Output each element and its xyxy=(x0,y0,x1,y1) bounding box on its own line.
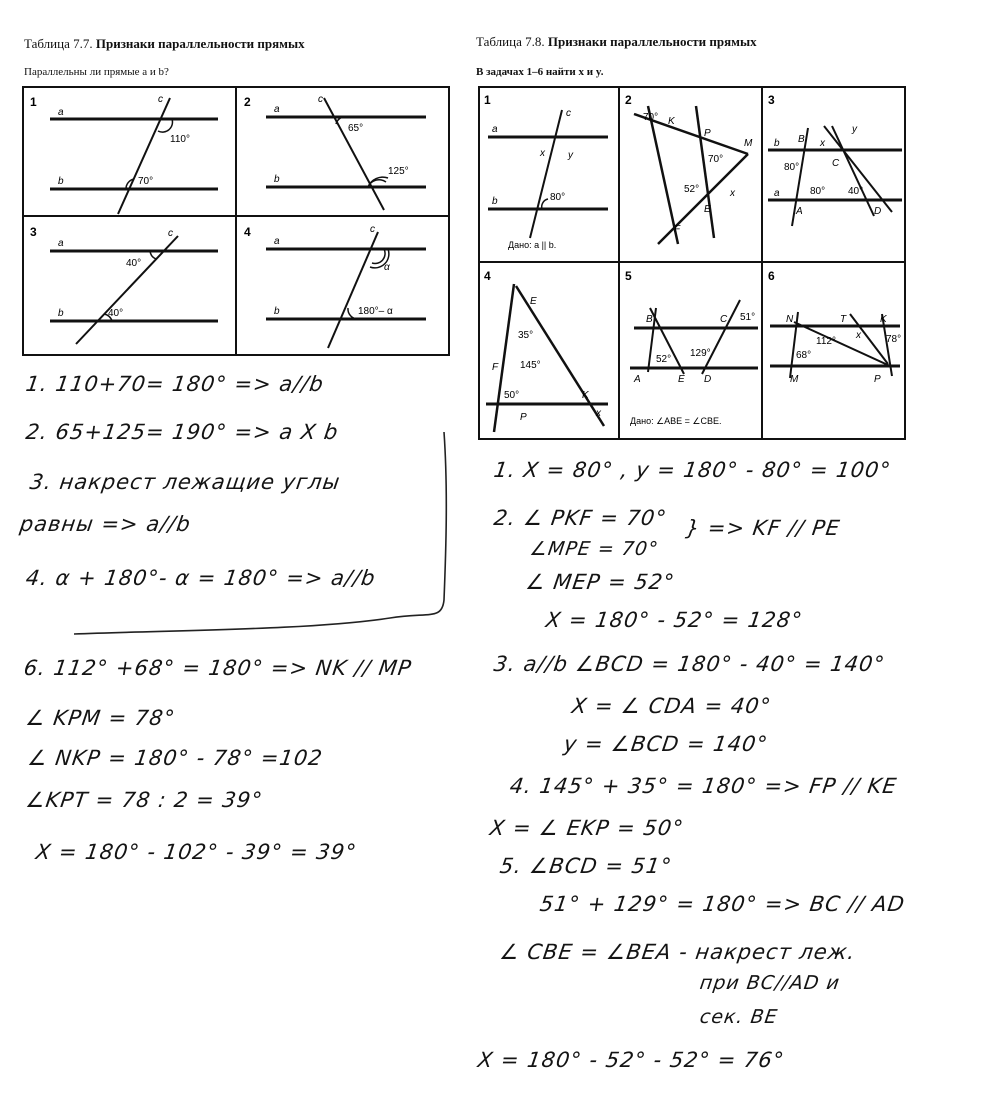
svg-text:50°: 50° xyxy=(504,390,520,401)
svg-text:c: c xyxy=(158,94,163,105)
hw-right-line-7: 3. a//b ∠BCD = 180° - 40° = 140° xyxy=(492,652,887,676)
svg-text:78°: 78° xyxy=(886,334,902,345)
svg-text:b: b xyxy=(58,176,64,187)
svg-text:P: P xyxy=(520,412,527,423)
svg-text:T: T xyxy=(840,314,847,325)
hw-right-line-11: X = ∠ EKP = 50° xyxy=(488,816,686,840)
svg-text:N: N xyxy=(786,314,794,325)
svg-text:b: b xyxy=(274,306,280,317)
right-cell-1 xyxy=(484,93,608,250)
left-table-number: Таблица 7.7. xyxy=(24,36,93,51)
svg-text:70°: 70° xyxy=(138,176,154,187)
svg-text:b: b xyxy=(774,138,780,149)
hw-left2-line-3: ∠ NKP = 180° - 78° =102 xyxy=(26,746,325,770)
svg-text:4: 4 xyxy=(484,269,491,283)
svg-text:A: A xyxy=(634,374,641,385)
hw-right-line-15: при BC//AD и xyxy=(698,972,842,994)
left-cell-1 xyxy=(30,94,218,214)
cell-number: 1 xyxy=(30,95,37,109)
svg-text:D: D xyxy=(704,374,712,385)
svg-text:E: E xyxy=(678,374,685,385)
right-table-task: В задачах 1–6 найти x и y. xyxy=(476,66,604,78)
svg-text:3: 3 xyxy=(30,225,37,239)
svg-text:E: E xyxy=(704,204,711,215)
svg-text:2: 2 xyxy=(244,95,251,109)
svg-text:y: y xyxy=(568,150,573,161)
right-table-grid xyxy=(478,86,906,442)
svg-text:180°– α: 180°– α xyxy=(358,306,393,317)
hw-bracket-curve xyxy=(60,430,460,640)
svg-text:Дано: a || b.: Дано: a || b. xyxy=(508,240,557,250)
svg-text:A: A xyxy=(796,206,803,217)
svg-text:K: K xyxy=(582,390,589,401)
svg-text:a: a xyxy=(774,188,780,199)
right-table-title xyxy=(476,34,757,50)
svg-text:D: D xyxy=(874,206,882,217)
hw-right-line-1: 1. X = 80° , y = 180° - 80° = 100° xyxy=(492,458,893,482)
svg-text:1: 1 xyxy=(484,93,491,107)
hw-left-line-4: равны => a//b xyxy=(18,512,193,536)
svg-text:110°: 110° xyxy=(170,134,190,145)
right-cell-3 xyxy=(768,93,902,226)
svg-text:125°: 125° xyxy=(388,166,409,177)
svg-text:52°: 52° xyxy=(656,354,672,365)
svg-text:80°: 80° xyxy=(810,186,826,197)
svg-text:a: a xyxy=(58,238,64,249)
svg-text:K: K xyxy=(668,116,675,127)
left-table-grid xyxy=(22,86,450,356)
right-cell-2 xyxy=(625,93,753,244)
svg-text:b: b xyxy=(274,174,280,185)
svg-text:E: E xyxy=(530,296,537,307)
svg-text:3: 3 xyxy=(768,93,775,107)
hw-left2-line-4: ∠KPT = 78 : 2 = 39° xyxy=(24,788,265,812)
svg-text:2: 2 xyxy=(625,93,632,107)
svg-text:B: B xyxy=(646,314,653,325)
svg-text:α: α xyxy=(384,262,390,273)
left-table-title xyxy=(24,36,305,52)
svg-text:a: a xyxy=(492,124,498,135)
hw-left-line-1: 1. 110+70= 180° => a//b xyxy=(24,372,326,396)
hw-right-line-12: 5. ∠BCD = 51° xyxy=(498,854,674,878)
svg-text:40°: 40° xyxy=(126,258,142,269)
hw-right-line-6: X = 180° - 52° = 128° xyxy=(544,608,805,632)
svg-text:35°: 35° xyxy=(518,330,534,341)
hw-right-line-9: y = ∠BCD = 140° xyxy=(562,732,770,756)
hw-right-line-5: ∠ MEP = 52° xyxy=(524,570,677,594)
svg-text:51°: 51° xyxy=(740,312,756,323)
right-table-number: Таблица 7.8. xyxy=(476,34,545,49)
hw-left-line-3: 3. накрест лежащие углы xyxy=(28,470,343,494)
svg-text:6: 6 xyxy=(768,269,775,283)
svg-text:70°: 70° xyxy=(643,112,659,123)
hw-left2-line-5: X = 180° - 102° - 39° = 39° xyxy=(34,840,359,864)
left-table-question: Параллельны ли прямые a и b? xyxy=(24,66,169,78)
hw-right-line-14: ∠ CBE = ∠BEA - накрест леж. xyxy=(498,940,858,964)
right-cell-5 xyxy=(625,269,758,426)
hw-left-line-2: 2. 65+125= 190° => a X b xyxy=(24,420,341,444)
svg-text:a: a xyxy=(58,107,64,118)
svg-text:a: a xyxy=(274,104,280,115)
svg-text:Дано: ∠ABE = ∠CBE.: Дано: ∠ABE = ∠CBE. xyxy=(630,416,722,426)
hw-left2-line-2: ∠ KPM = 78° xyxy=(24,706,177,730)
svg-text:B: B xyxy=(798,134,805,145)
svg-text:x: x xyxy=(730,188,735,199)
svg-text:M: M xyxy=(790,374,799,385)
svg-text:40°: 40° xyxy=(108,308,124,319)
hw-right-line-8: X = ∠ CDA = 40° xyxy=(570,694,773,718)
svg-text:80°: 80° xyxy=(784,162,800,173)
svg-text:x: x xyxy=(540,148,545,159)
svg-text:4: 4 xyxy=(244,225,251,239)
svg-text:M: M xyxy=(744,138,753,149)
hw-right-line-3: ∠MPE = 70° xyxy=(528,538,661,560)
right-cell-6 xyxy=(768,269,901,385)
right-table-heading: Признаки параллельности прямых xyxy=(547,34,757,49)
svg-text:68°: 68° xyxy=(796,350,812,361)
svg-text:112°: 112° xyxy=(816,336,836,347)
svg-text:x: x xyxy=(596,408,601,419)
right-cell-4 xyxy=(484,269,608,432)
hw-right-line-4: } => KF // PE xyxy=(684,516,842,540)
svg-text:c: c xyxy=(370,224,375,235)
svg-text:129°: 129° xyxy=(690,348,711,359)
svg-text:c: c xyxy=(566,108,571,119)
svg-text:b: b xyxy=(492,196,498,207)
svg-text:P: P xyxy=(704,128,711,139)
svg-text:C: C xyxy=(720,314,728,325)
svg-text:70°: 70° xyxy=(708,154,724,165)
svg-text:x: x xyxy=(856,330,861,341)
svg-text:y: y xyxy=(852,124,857,135)
hw-right-line-17: X = 180° - 52° - 52° = 76° xyxy=(476,1048,787,1072)
svg-text:P: P xyxy=(874,374,881,385)
svg-text:x: x xyxy=(820,138,825,149)
svg-text:40°: 40° xyxy=(848,186,864,197)
hw-right-line-13: 51° + 129° = 180° => BC // AD xyxy=(538,892,907,916)
svg-text:80°: 80° xyxy=(550,192,566,203)
hw-left2-line-1: 6. 112° +68° = 180° => NK // MP xyxy=(22,656,414,680)
svg-text:c: c xyxy=(168,228,173,239)
left-cell-4 xyxy=(244,224,426,348)
svg-text:65°: 65° xyxy=(348,123,364,134)
svg-text:F: F xyxy=(492,362,499,373)
svg-text:b: b xyxy=(58,308,64,319)
svg-text:F: F xyxy=(674,224,681,235)
left-table-heading: Признаки параллельности прямых xyxy=(95,36,305,51)
svg-text:C: C xyxy=(832,158,840,169)
svg-text:5: 5 xyxy=(625,269,632,283)
svg-text:52°: 52° xyxy=(684,184,700,195)
left-cell-3 xyxy=(30,225,218,344)
hw-right-line-2: 2. ∠ PKF = 70° xyxy=(492,506,669,530)
hw-right-line-10: 4. 145° + 35° = 180° => FP // KE xyxy=(508,774,899,798)
hw-left-line-5: 4. α + 180°- α = 180° => a//b xyxy=(24,566,378,590)
hw-right-line-16: сек. BE xyxy=(698,1006,780,1028)
svg-text:145°: 145° xyxy=(520,360,541,371)
svg-text:a: a xyxy=(274,236,280,247)
left-cell-2 xyxy=(244,94,426,210)
svg-text:c: c xyxy=(318,94,323,105)
svg-text:K: K xyxy=(880,314,887,325)
